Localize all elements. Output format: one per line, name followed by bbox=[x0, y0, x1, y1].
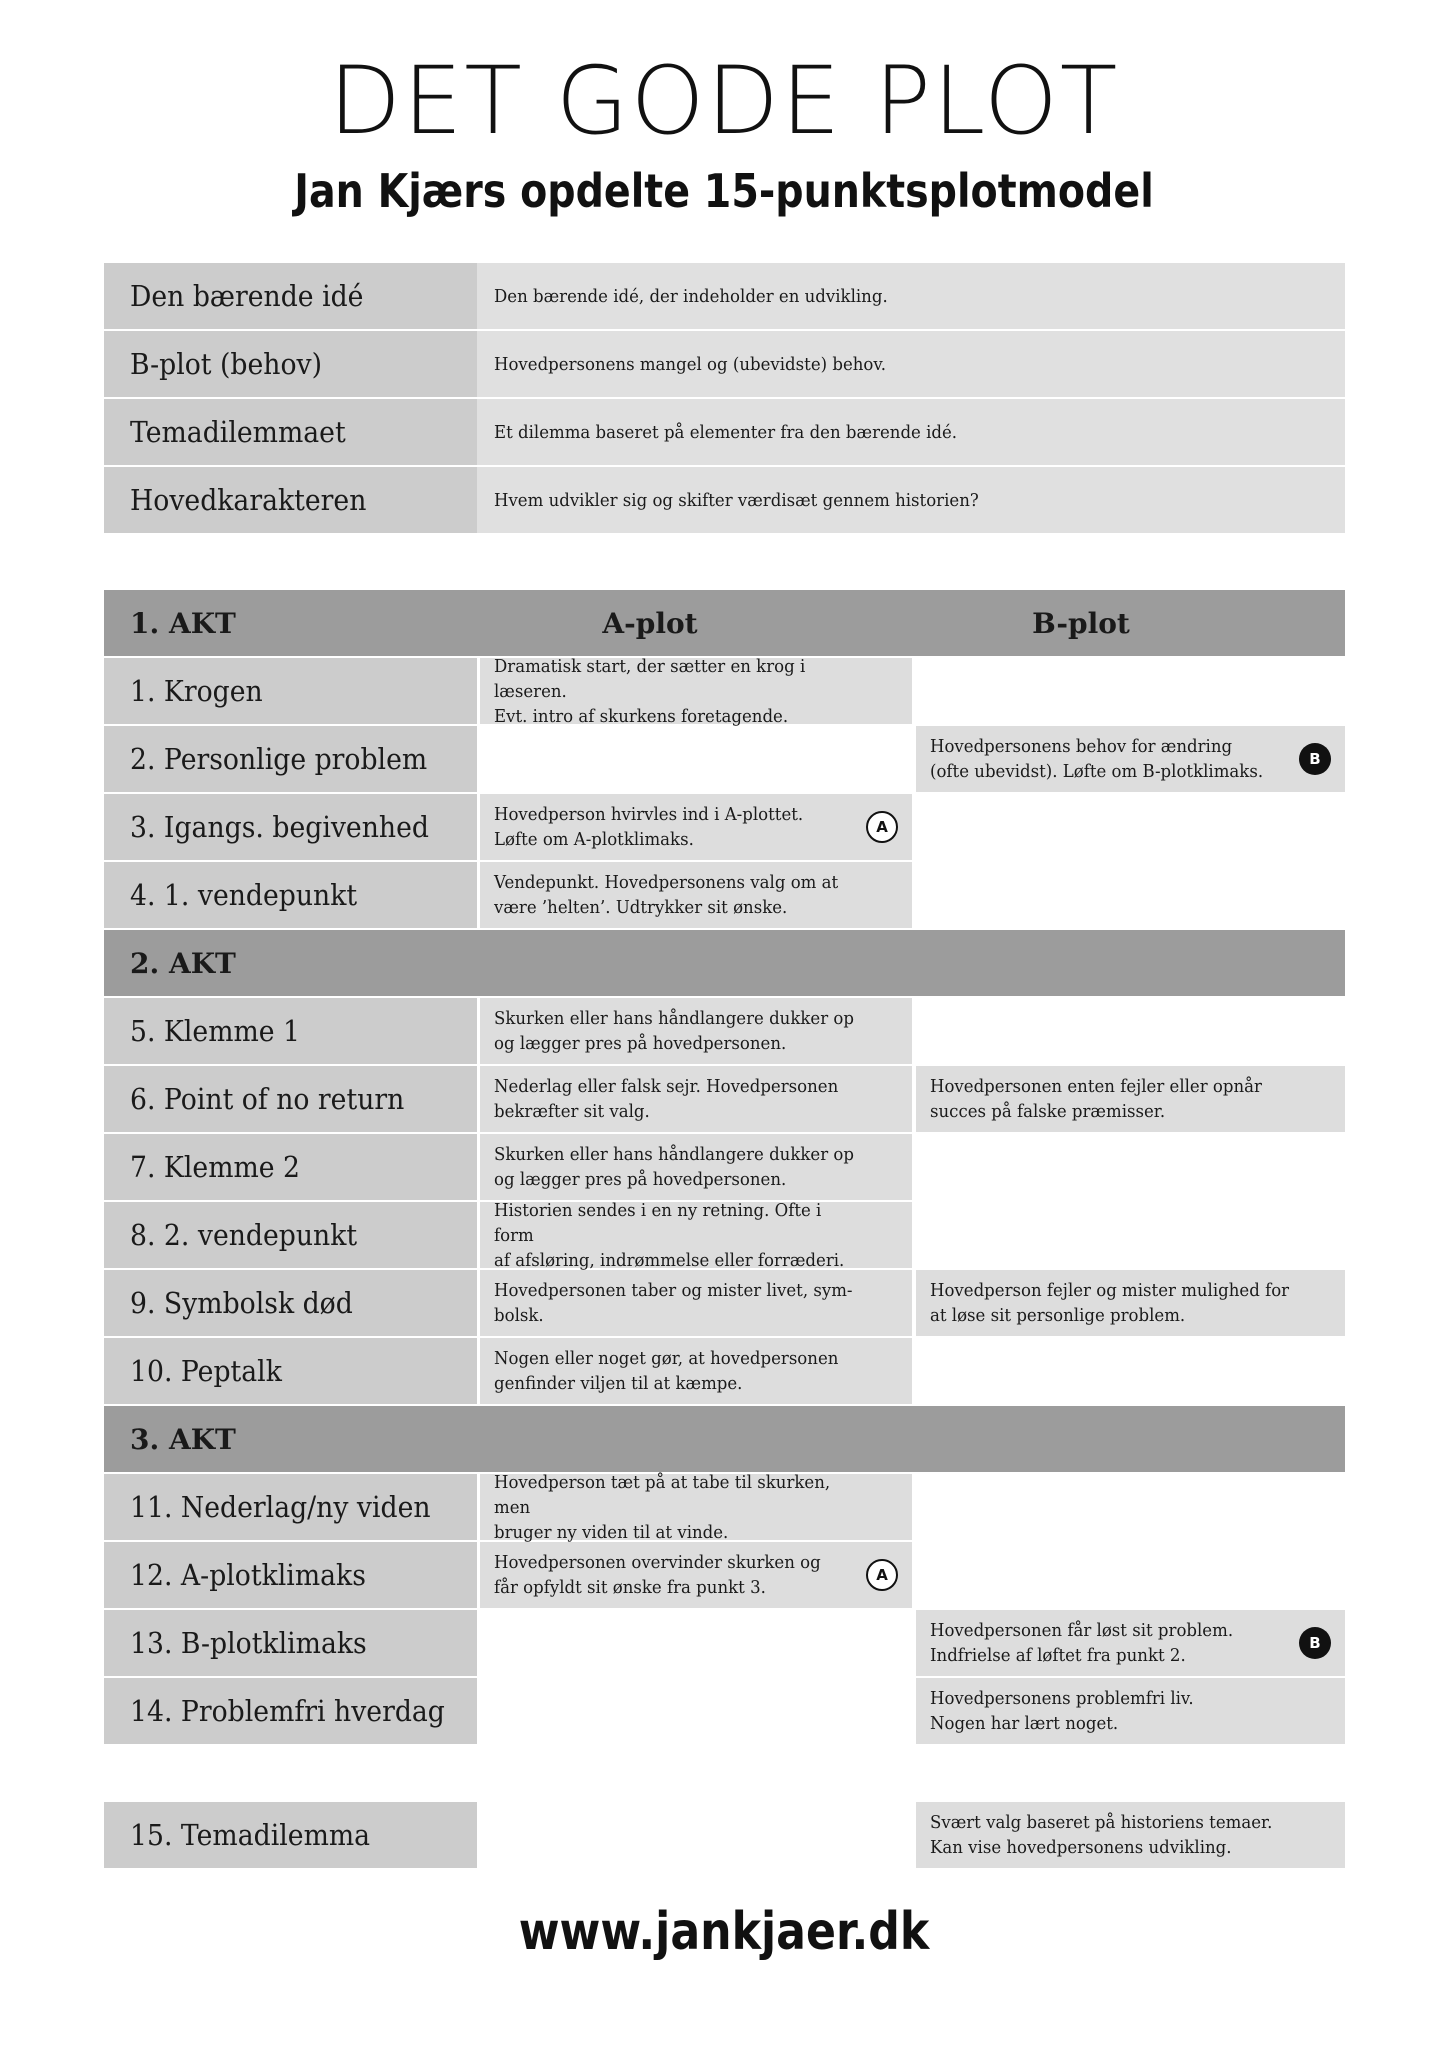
step-b-plot: Hovedperson fejler og mister mulighed for at løse sit personlige problem. bbox=[916, 1270, 1345, 1336]
intro-label: Hovedkarakteren bbox=[104, 467, 477, 533]
step-label: 10. Peptalk bbox=[104, 1338, 477, 1404]
step-b-plot: Hovedpersonen enten fejler eller opnår succes på falske præmisser. bbox=[916, 1066, 1345, 1132]
step-b-plot: Hovedpersonen får løst sit problem. Indfrielse af løftet fra punkt 2. B bbox=[916, 1610, 1345, 1676]
intro-desc: Et dilemma baseret på elementer fra den bærende idé. bbox=[477, 399, 1345, 465]
step-a-plot: Hovedpersonen overvinder skurken og får opfyldt sit ønske fra punkt 3. A bbox=[480, 1542, 912, 1608]
step-a-plot: Skurken eller hans håndlangere dukker op og lægger pres på hovedpersonen. bbox=[480, 998, 912, 1064]
step-label: 12. A-plotklimaks bbox=[104, 1542, 477, 1608]
website-link[interactable]: www.jankjaer.dk bbox=[518, 1902, 930, 1962]
intro-desc: Hovedpersonens mangel og (ubevidste) behov. bbox=[477, 331, 1345, 397]
step-a-plot: Historien sendes i en ny retning. Ofte i form af afsløring, indrømmelse eller forræderi. bbox=[480, 1202, 912, 1268]
step-label: 1. Krogen bbox=[104, 658, 477, 724]
act-header-3 bbox=[104, 1406, 1345, 1472]
step-label: 15. Temadilemma bbox=[104, 1802, 477, 1868]
step-a-plot: Nogen eller noget gør, at hovedpersonen genfinder viljen til at kæmpe. bbox=[480, 1338, 912, 1404]
step-label: 14. Problemfri hverdag bbox=[104, 1678, 477, 1744]
a-marker-icon: A bbox=[866, 811, 898, 843]
act-title: 1. AKT bbox=[130, 606, 236, 640]
column-header-b-plot: B-plot bbox=[1032, 606, 1130, 640]
step-label: 7. Klemme 2 bbox=[104, 1134, 477, 1200]
step-label: 2. Personlige problem bbox=[104, 726, 477, 792]
step-b-plot: Hovedpersonens problemfri liv. Nogen har lært noget. bbox=[916, 1678, 1345, 1744]
step-label: 6. Point of no return bbox=[104, 1066, 477, 1132]
intro-desc: Hvem udvikler sig og skifter værdisæt gennem historien? bbox=[477, 467, 1345, 533]
b-marker-icon: B bbox=[1299, 1627, 1331, 1659]
step-a-plot: Hovedperson tæt på at tabe til skurken, men bruger ny viden til at vinde. bbox=[480, 1474, 912, 1540]
step-b-plot: Hovedpersonens behov for ændring (ofte ubevidst). Løfte om B-plotklimaks. B bbox=[916, 726, 1345, 792]
step-a-plot: Vendepunkt. Hovedpersonens valg om at være ’helten’. Udtrykker sit ønske. bbox=[480, 862, 912, 928]
step-a-plot: Hovedperson hvirvles ind i A-plottet. Løfte om A-plotklimaks. A bbox=[480, 794, 912, 860]
step-a-plot: Dramatisk start, der sætter en krog i læseren. Evt. intro af skurkens foretagende. bbox=[480, 658, 912, 724]
step-label: 11. Nederlag/ny viden bbox=[104, 1474, 477, 1540]
step-label: 8. 2. vendepunkt bbox=[104, 1202, 477, 1268]
step-a-plot: Hovedpersonen taber og mister livet, sym- bolsk. bbox=[480, 1270, 912, 1336]
act-title: 3. AKT bbox=[130, 1422, 236, 1456]
b-marker-icon: B bbox=[1299, 743, 1331, 775]
intro-label: Den bærende idé bbox=[104, 263, 477, 329]
step-label: 13. B-plotklimaks bbox=[104, 1610, 477, 1676]
act-title: 2. AKT bbox=[130, 946, 236, 980]
step-label: 9. Symbolsk død bbox=[104, 1270, 477, 1336]
step-a-plot: Skurken eller hans håndlangere dukker op og lægger pres på hovedpersonen. bbox=[480, 1134, 912, 1200]
intro-label: B-plot (behov) bbox=[104, 331, 477, 397]
step-label: 3. Igangs. begivenhed bbox=[104, 794, 477, 860]
step-a-plot: Nederlag eller falsk sejr. Hovedpersonen bekræfter sit valg. bbox=[480, 1066, 912, 1132]
act-header-2 bbox=[104, 930, 1345, 996]
act-header-1 bbox=[104, 590, 1345, 656]
column-header-a-plot: A-plot bbox=[602, 606, 698, 640]
page-subtitle: Jan Kjærs opdelte 15-punktsplotmodel bbox=[294, 164, 1154, 218]
intro-label: Temadilemmaet bbox=[104, 399, 477, 465]
step-label: 4. 1. vendepunkt bbox=[104, 862, 477, 928]
step-b-plot: Svært valg baseret på historiens temaer. Kan vise hovedpersonens udvikling. bbox=[916, 1802, 1345, 1868]
page-title: DET GODE PLOT bbox=[328, 47, 1120, 156]
step-label: 5. Klemme 1 bbox=[104, 998, 477, 1064]
intro-desc: Den bærende idé, der indeholder en udvikling. bbox=[477, 263, 1345, 329]
a-marker-icon: A bbox=[866, 1559, 898, 1591]
